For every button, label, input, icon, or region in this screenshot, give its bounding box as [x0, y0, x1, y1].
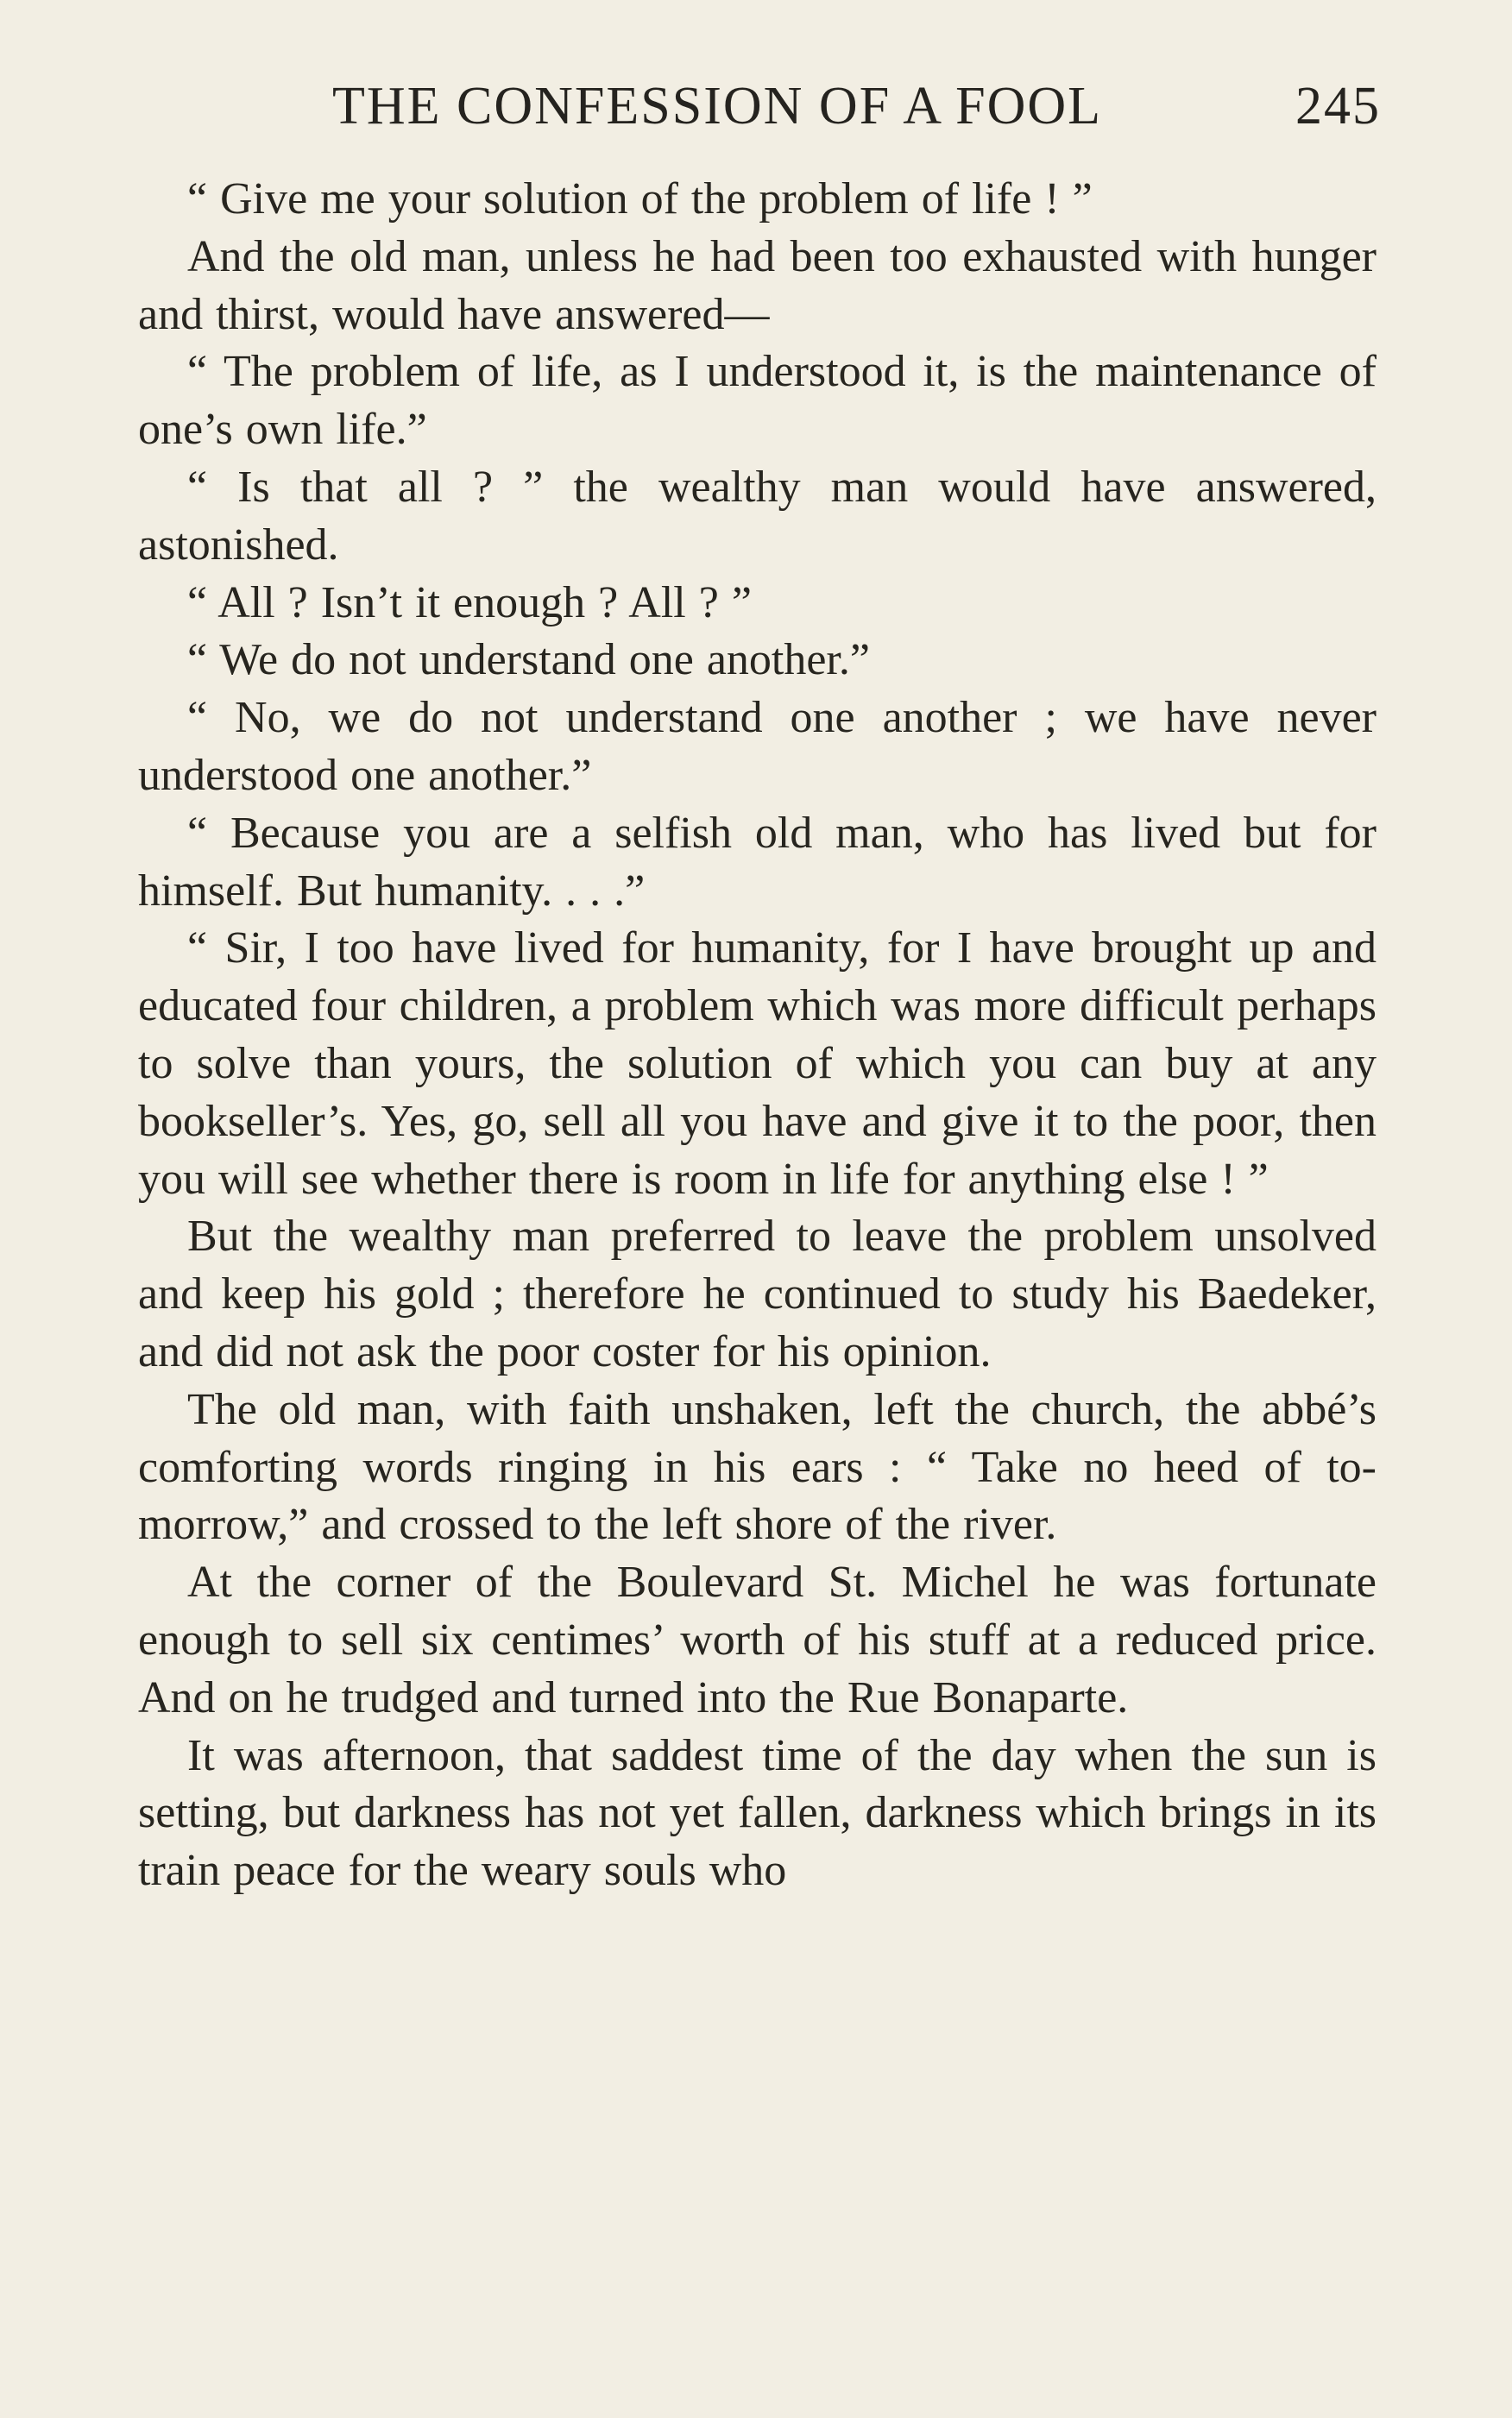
- paragraph: “ Is that all ? ” the wealthy man would have answered, astonished.: [138, 462, 1377, 570]
- paragraph: It was afternoon, that saddest time of the day when the sun is setting, but darkness has not yet fallen, darkness which brings in its train peace for the weary souls who: [138, 1730, 1377, 1896]
- paragraph: “ We do not understand one another.”: [187, 635, 870, 685]
- body-text: [138, 171, 1377, 1900]
- paragraph: “ The problem of life, as I understood it, is the maintenance of one’s own life.”: [138, 347, 1377, 455]
- running-head: [332, 76, 1381, 136]
- paragraph: “ Because you are a selfish old man, who has lived but for himself. But humanity. . . .”: [138, 808, 1377, 916]
- paragraph: “ Give me your solution of the problem of life ! ”: [187, 174, 1093, 224]
- paragraph: And the old man, unless he had been too exhausted with hunger and thirst, would have answered—: [138, 231, 1377, 339]
- paragraph: But the wealthy man preferred to leave the problem unsolved and keep his gold ; therefore he continued to study his Baedeker, and did not ask the poor coster for his opinion.: [138, 1212, 1377, 1376]
- paragraph: The old man, with faith unshaken, left the church, the abbé’s comforting words ringing in his ears : “ Take no heed of to-morrow,” and crossed to the left shore of the river.: [138, 1384, 1377, 1550]
- page-number: 245: [1295, 77, 1381, 135]
- paragraph: “ Sir, I too have lived for humanity, for I have brought up and educated four children, a problem which was more difficult perhaps to solve than yours, the solution of which you can buy at any bookseller’s. Yes, go, sell all you have and give it to the poor, then you will see whether there is room in life for anything else ! ”: [138, 923, 1377, 1204]
- running-title: THE CONFESSION OF A FOOL: [332, 77, 1103, 135]
- paragraph: At the corner of the Boulevard St. Michel he was fortunate enough to sell six centimes’ worth of his stuff at a reduced price. And on he trudged and turned into the Rue Bonaparte.: [138, 1558, 1377, 1722]
- paragraph: “ All ? Isn’t it enough ? All ? ”: [187, 577, 752, 627]
- paragraph: “ No, we do not understand one another ; we have never understood one another.”: [138, 693, 1377, 800]
